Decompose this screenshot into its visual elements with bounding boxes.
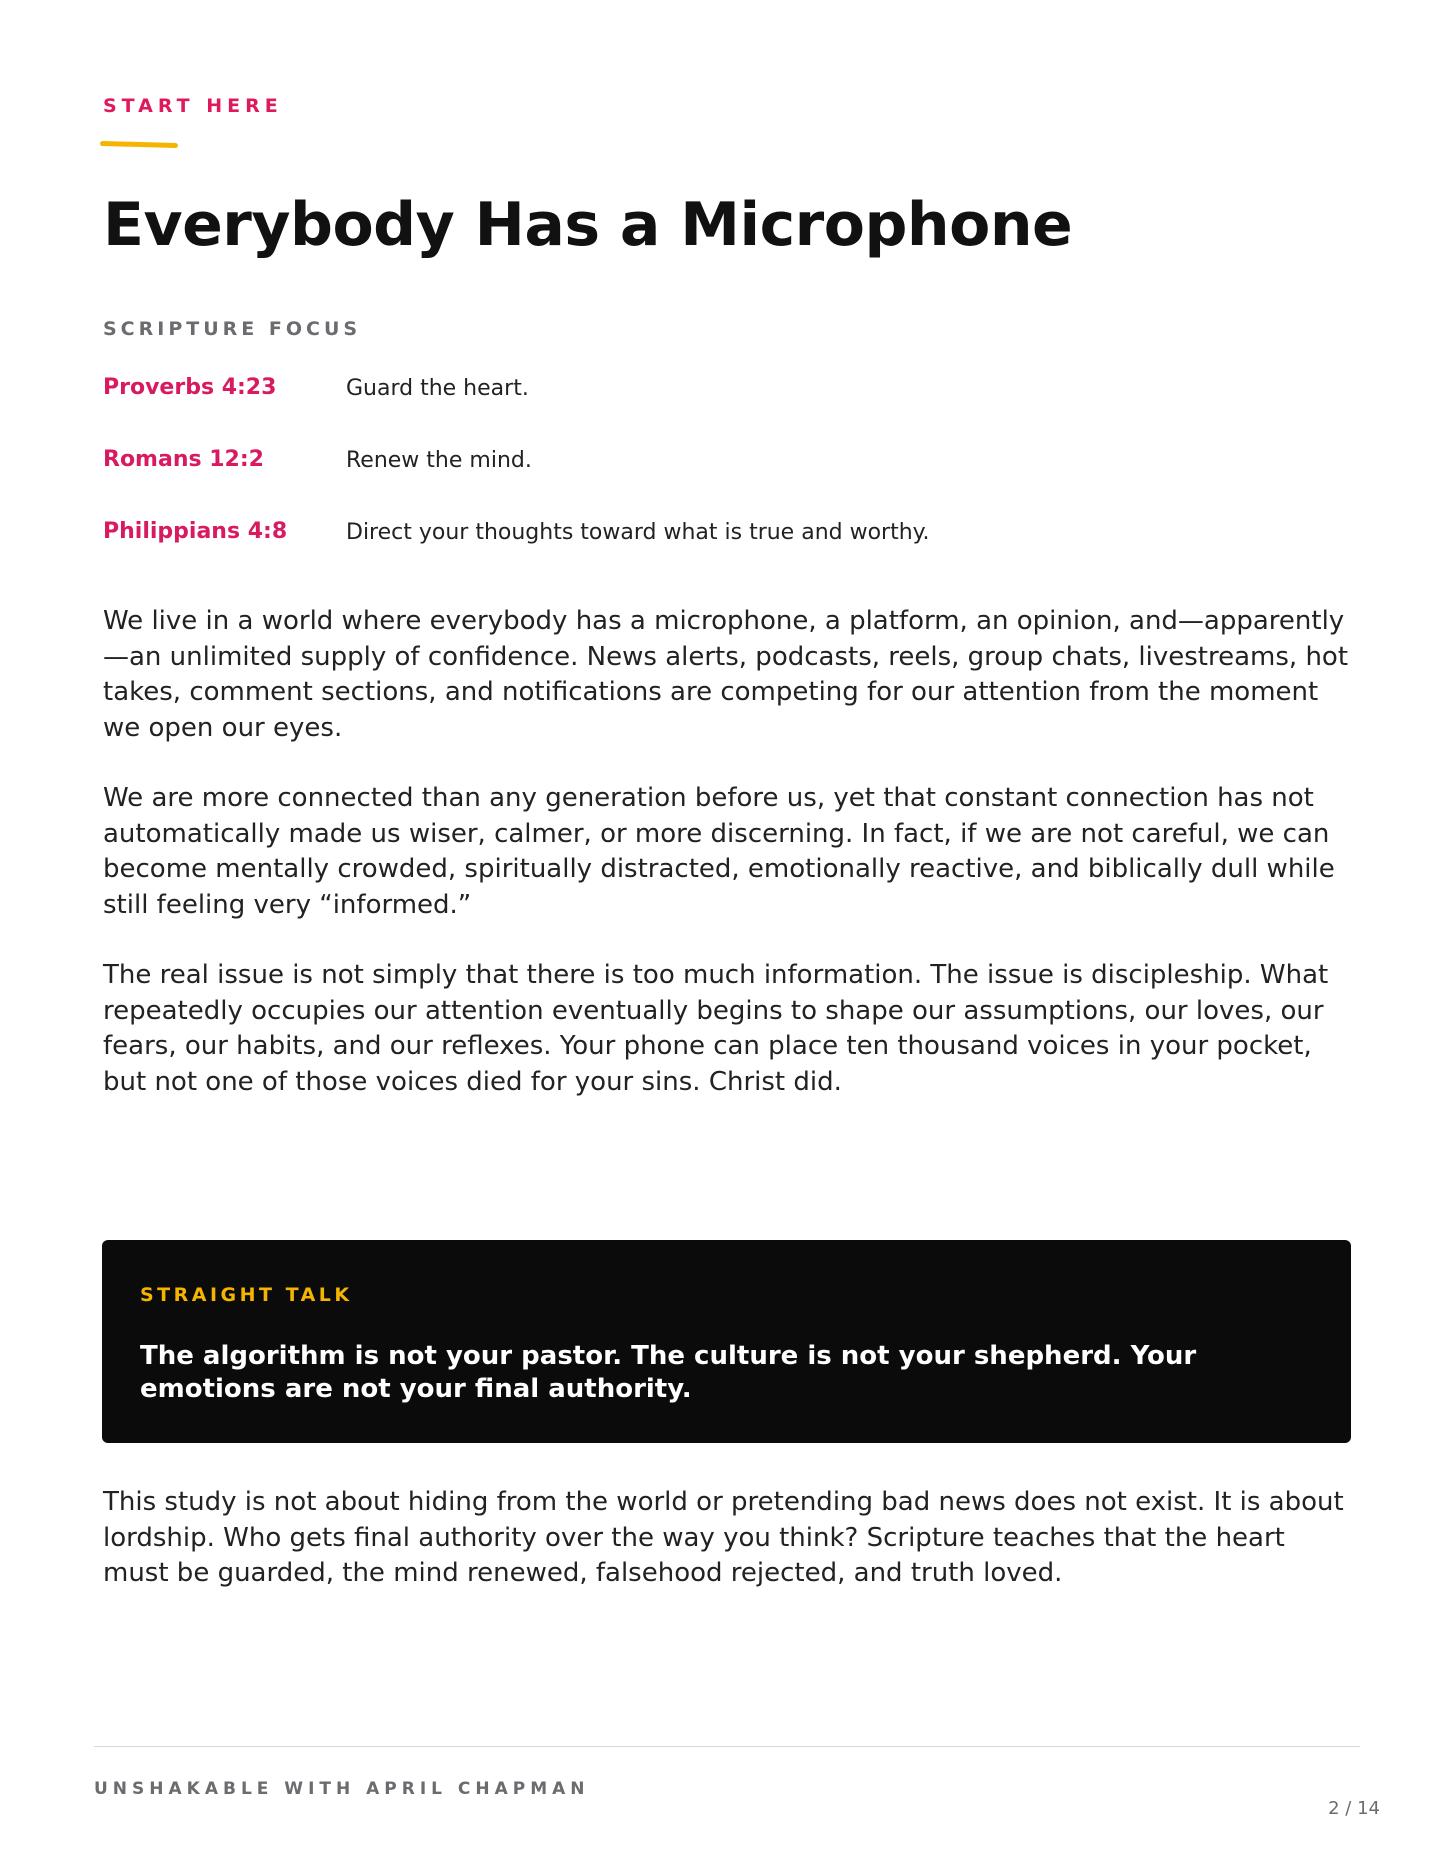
body-paragraph: We live in a world where everybody has a microphone, a platform, an opinion, and—apparently —an unlimited supply of confidence. News alerts, podcasts, reels, group chats, livestreams, hot takes, comment sections, and notifications are competing for our attention from the moment we open our eyes. — [103, 606, 1349, 743]
body-paragraph: This study is not about hiding from the world or pretending bad news does not exist. It is about lordship. Who gets final authority over the way you think? Scripture teaches that the heart must be guarded, the mind renewed, falsehood rejected, and truth loved. — [103, 1487, 1344, 1588]
scripture-reference: Philippians 4:8 — [103, 519, 288, 544]
body-paragraph: We are more connected than any generation before us, yet that constant connection has not automatically made us wiser, calmer, or more discerning. In fact, if we are not careful, we can become mentally crowded, spiritually distracted, emotionally reactive, and biblically dull while still feeling very “informed.” — [103, 783, 1335, 920]
page-number: 2 / 14 — [1328, 1798, 1380, 1819]
callout-label: STRAIGHT TALK — [140, 1284, 353, 1306]
body-paragraph: The real issue is not simply that there is too much information. The issue is discipleship. What repeatedly occupies our attention eventually begins to shape our assumptions, our loves, our fears, our habits, and our reflexes. Your phone can place ten thousand voices in your pocket, but not one of those voices died for your sins. Christ did. — [103, 960, 1329, 1097]
straight-talk-callout — [102, 1240, 1351, 1443]
scripture-summary: Guard the heart. — [346, 376, 529, 401]
page-title: Everybody Has a Microphone — [103, 190, 1073, 260]
callout-text: The algorithm is not your pastor. The culture is not your shepherd. Your emotions are not your final authority. — [140, 1341, 1197, 1404]
scripture-row — [103, 519, 1303, 591]
scripture-row — [103, 375, 1303, 447]
scripture-row — [103, 447, 1303, 519]
footer-divider — [94, 1746, 1360, 1747]
scripture-summary: Renew the mind. — [346, 448, 532, 473]
scripture-reference: Proverbs 4:23 — [103, 375, 277, 400]
section-eyebrow: START HERE — [103, 95, 283, 117]
scripture-focus-label: SCRIPTURE FOCUS — [103, 318, 362, 340]
scripture-reference: Romans 12:2 — [103, 447, 264, 472]
footer-brand: UNSHAKABLE WITH APRIL CHAPMAN — [94, 1779, 590, 1799]
scripture-summary: Direct your thoughts toward what is true and worthy. — [346, 520, 930, 545]
eyebrow-underline — [100, 141, 178, 148]
scripture-focus-list — [103, 375, 1303, 591]
